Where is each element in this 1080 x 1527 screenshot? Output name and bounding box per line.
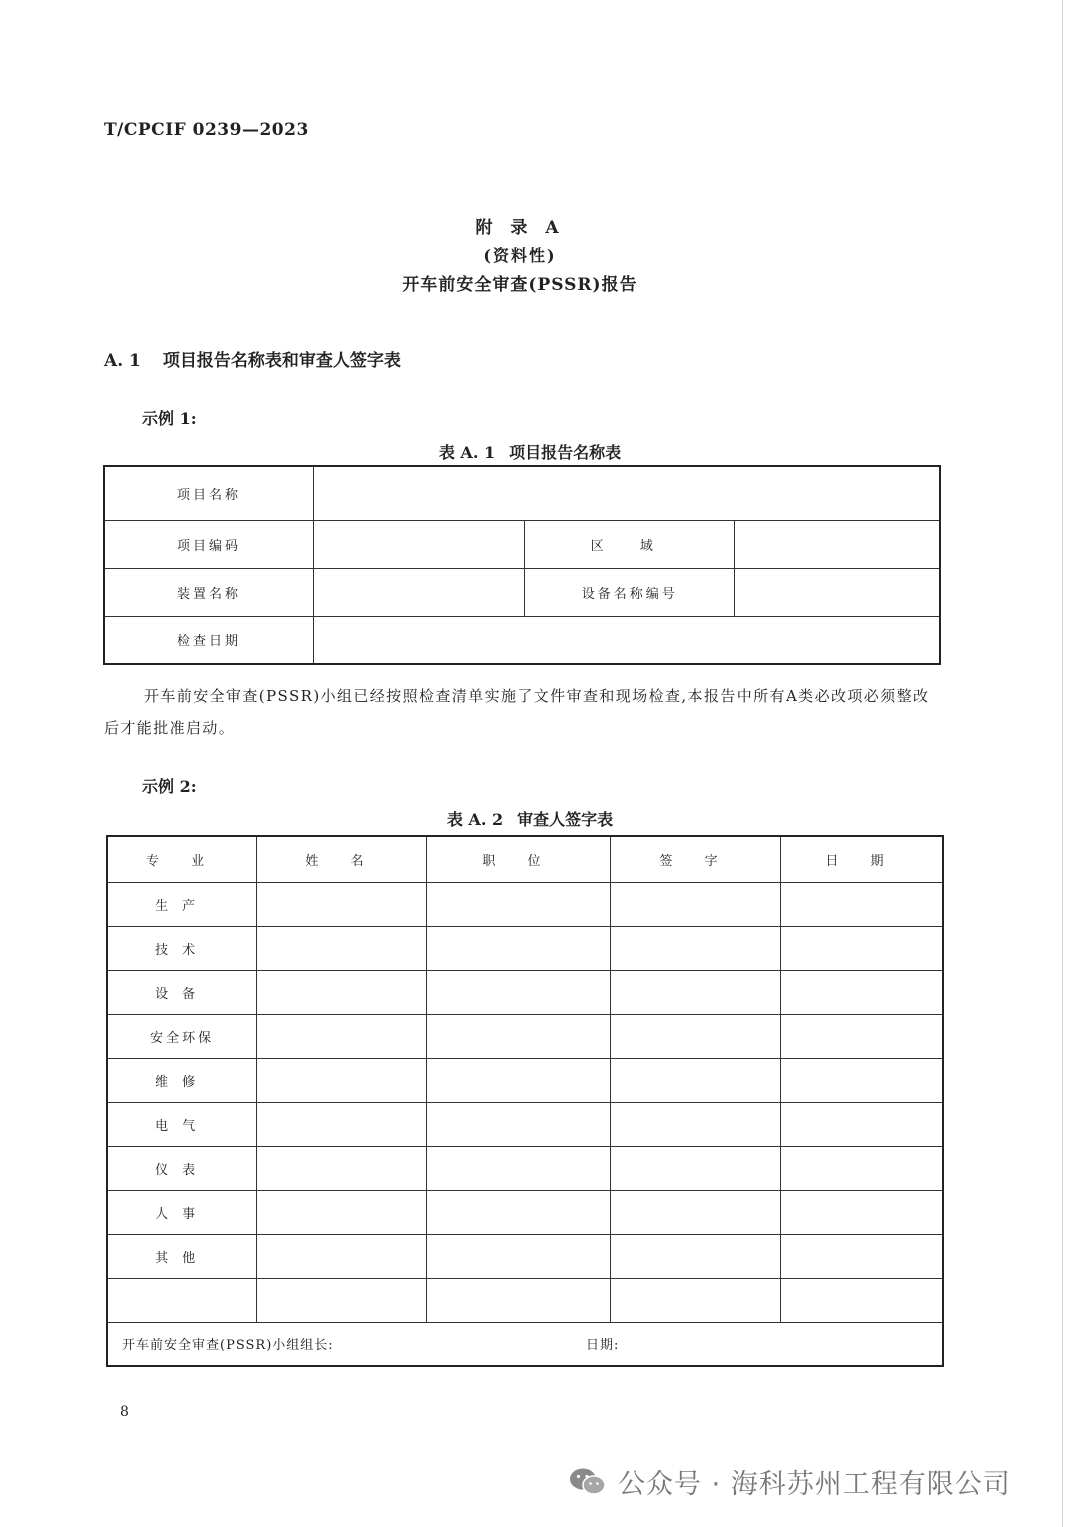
page-number: 8 xyxy=(120,1404,129,1420)
discipline-cell: 安全环保 xyxy=(107,1014,257,1058)
table-a2-number: 表 A. 2 xyxy=(446,810,504,829)
table-row xyxy=(107,1146,943,1190)
discipline-cell: 电气 xyxy=(107,1102,257,1146)
unit-name-value xyxy=(314,568,525,616)
appendix-heading: 开车前安全审查(PSSR)报告 xyxy=(402,275,638,295)
appendix-nature: (资料性) xyxy=(483,246,557,265)
inspection-date-value xyxy=(314,616,941,664)
example-1-label: 示例 1: xyxy=(142,409,197,428)
label-area: 区 域 xyxy=(525,520,735,568)
table-a2-caption xyxy=(10,807,1050,830)
equipment-code-value xyxy=(734,568,940,616)
signature-table-header-row xyxy=(107,836,943,882)
table-row xyxy=(107,970,943,1014)
pssr-leader-label: 开车前安全审查(PSSR)小组组长: xyxy=(122,1338,334,1354)
document-code: T/CPCIF 0239—2023 xyxy=(104,120,309,140)
label-unit-name: 装置名称 xyxy=(104,568,314,616)
project-code-value xyxy=(314,520,525,568)
table-a1-number: 表 A. 1 xyxy=(438,443,496,462)
discipline-cell: 设备 xyxy=(107,970,257,1014)
section-number: A. 1 xyxy=(104,351,141,371)
table-a1-title: 项目报告名称表 xyxy=(509,443,622,462)
watermark-text: 公众号 · 海科苏州工程有限公司 xyxy=(618,1469,1011,1500)
signature-table-footer-row xyxy=(107,1322,943,1366)
appendix-title: 附 录 A xyxy=(475,218,565,238)
header-signature: 签 字 xyxy=(611,836,781,882)
project-name-value xyxy=(314,466,941,520)
wechat-icon xyxy=(568,1466,608,1498)
table-row xyxy=(107,1014,943,1058)
label-project-name: 项目名称 xyxy=(104,466,314,520)
discipline-cell: 人事 xyxy=(107,1190,257,1234)
label-inspection-date: 检查日期 xyxy=(104,616,314,664)
section-title: 项目报告名称表和审查人签字表 xyxy=(162,351,401,371)
table-row xyxy=(107,1190,943,1234)
area-value xyxy=(734,520,940,568)
table-row xyxy=(107,1102,943,1146)
pssr-statement-paragraph: 开车前安全审查(PSSR)小组已经按照检查清单实施了文件审查和现场检查,本报告中所有A类必改项必须整改后才能批准启动。 xyxy=(104,687,930,737)
table-row xyxy=(107,1234,943,1278)
table-a1-caption xyxy=(10,440,1050,463)
discipline-cell: 维修 xyxy=(107,1058,257,1102)
label-project-code: 项目编码 xyxy=(104,520,314,568)
discipline-cell: 其他 xyxy=(107,1234,257,1278)
reviewer-signature-table xyxy=(106,835,944,1367)
footer-date-label: 日期: xyxy=(586,1338,620,1354)
table-row xyxy=(107,882,943,926)
table-row-empty xyxy=(107,1278,943,1322)
table-a2-title: 审查人签字表 xyxy=(517,810,614,829)
header-name: 姓 名 xyxy=(257,836,427,882)
project-report-name-table xyxy=(103,465,941,665)
discipline-cell: 生产 xyxy=(107,882,257,926)
section-heading xyxy=(104,346,401,371)
example-2-label: 示例 2: xyxy=(142,777,197,796)
header-discipline: 专 业 xyxy=(107,836,257,882)
table-row xyxy=(107,1058,943,1102)
header-date: 日 期 xyxy=(780,836,943,882)
footer-cell xyxy=(107,1322,943,1366)
header-position: 职 位 xyxy=(426,836,611,882)
discipline-cell: 技术 xyxy=(107,926,257,970)
discipline-cell: 仪表 xyxy=(107,1146,257,1190)
table-row xyxy=(107,926,943,970)
watermark xyxy=(568,1462,1011,1501)
label-equipment-code: 设备名称编号 xyxy=(525,568,735,616)
scan-edge-line xyxy=(1062,0,1063,1527)
